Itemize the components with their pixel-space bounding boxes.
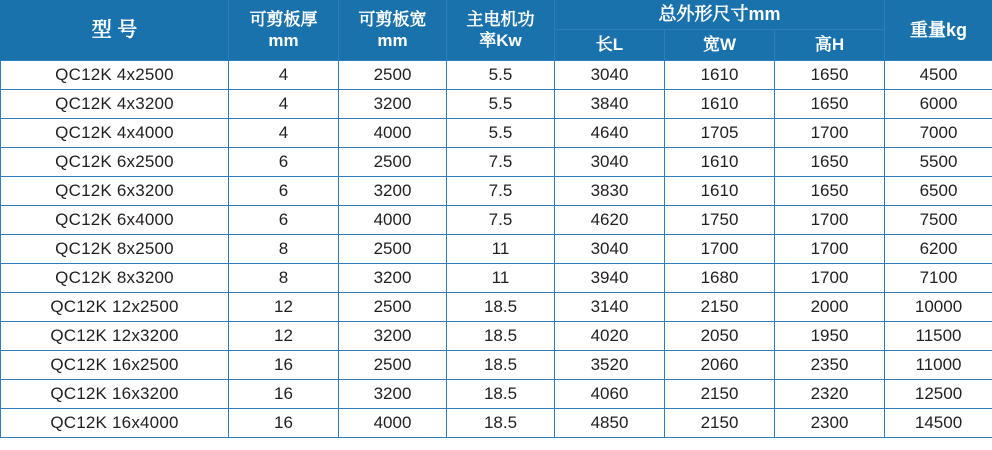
cell-model: QC12K 4x3200 <box>1 90 229 119</box>
cell-sheet-thickness: 16 <box>229 409 339 438</box>
cell-height: 2320 <box>775 380 885 409</box>
table-header <box>1 1 992 61</box>
cell-main-motor-power: 18.5 <box>447 380 555 409</box>
cell-length: 3940 <box>555 264 665 293</box>
cell-height: 2300 <box>775 409 885 438</box>
cell-sheet-thickness: 4 <box>229 61 339 90</box>
header-length: 长L <box>555 30 665 61</box>
cell-height: 2000 <box>775 293 885 322</box>
cell-main-motor-power: 18.5 <box>447 322 555 351</box>
cell-weight: 10000 <box>885 293 992 322</box>
table-row <box>1 206 992 235</box>
cell-width: 1700 <box>665 235 775 264</box>
cell-model: QC12K 4x2500 <box>1 61 229 90</box>
cell-model: QC12K 16x2500 <box>1 351 229 380</box>
cell-sheet-width: 4000 <box>339 206 447 235</box>
cell-main-motor-power: 18.5 <box>447 409 555 438</box>
cell-sheet-width: 3200 <box>339 177 447 206</box>
cell-width: 2150 <box>665 293 775 322</box>
cell-length: 3840 <box>555 90 665 119</box>
cell-width: 1610 <box>665 177 775 206</box>
cell-width: 2150 <box>665 409 775 438</box>
cell-height: 1700 <box>775 264 885 293</box>
cell-sheet-width: 3200 <box>339 90 447 119</box>
cell-main-motor-power: 11 <box>447 264 555 293</box>
cell-model: QC12K 6x3200 <box>1 177 229 206</box>
table-row <box>1 409 992 438</box>
cell-model: QC12K 8x2500 <box>1 235 229 264</box>
cell-main-motor-power: 5.5 <box>447 90 555 119</box>
header-main-motor-power-line1: 主电机功 <box>466 10 535 30</box>
cell-sheet-thickness: 8 <box>229 264 339 293</box>
cell-sheet-width: 2500 <box>339 351 447 380</box>
cell-sheet-width: 2500 <box>339 61 447 90</box>
header-weight: 重量kg <box>885 1 992 61</box>
cell-model: QC12K 16x3200 <box>1 380 229 409</box>
header-sheet-thickness-line2: mm <box>268 30 299 50</box>
cell-model: QC12K 4x4000 <box>1 119 229 148</box>
header-height: 高H <box>775 30 885 61</box>
cell-model: QC12K 12x3200 <box>1 322 229 351</box>
table-row <box>1 119 992 148</box>
cell-height: 1950 <box>775 322 885 351</box>
cell-sheet-width: 3200 <box>339 322 447 351</box>
header-main-motor-power-line2: 率Kw <box>479 30 522 50</box>
cell-height: 1650 <box>775 148 885 177</box>
cell-length: 3830 <box>555 177 665 206</box>
table-row <box>1 264 992 293</box>
cell-length: 3040 <box>555 61 665 90</box>
cell-length: 3520 <box>555 351 665 380</box>
table-row <box>1 322 992 351</box>
header-main-motor-power <box>447 1 555 61</box>
cell-sheet-thickness: 4 <box>229 90 339 119</box>
header-sheet-thickness-line1: 可剪板厚 <box>249 10 318 30</box>
cell-length: 4020 <box>555 322 665 351</box>
table-row <box>1 351 992 380</box>
cell-main-motor-power: 11 <box>447 235 555 264</box>
header-model: 型 号 <box>1 1 229 61</box>
cell-main-motor-power: 5.5 <box>447 61 555 90</box>
cell-model: QC12K 12x2500 <box>1 293 229 322</box>
cell-weight: 11000 <box>885 351 992 380</box>
cell-sheet-thickness: 12 <box>229 322 339 351</box>
cell-weight: 6000 <box>885 90 992 119</box>
cell-weight: 7000 <box>885 119 992 148</box>
cell-sheet-thickness: 8 <box>229 235 339 264</box>
cell-height: 1700 <box>775 235 885 264</box>
table-row <box>1 61 992 90</box>
cell-sheet-width: 2500 <box>339 148 447 177</box>
cell-length: 4620 <box>555 206 665 235</box>
cell-sheet-width: 4000 <box>339 119 447 148</box>
cell-weight: 4500 <box>885 61 992 90</box>
cell-sheet-width: 2500 <box>339 235 447 264</box>
cell-length: 4640 <box>555 119 665 148</box>
cell-sheet-width: 3200 <box>339 264 447 293</box>
cell-height: 1700 <box>775 119 885 148</box>
cell-main-motor-power: 7.5 <box>447 148 555 177</box>
cell-sheet-thickness: 6 <box>229 177 339 206</box>
cell-width: 1610 <box>665 61 775 90</box>
header-row-primary <box>1 1 992 30</box>
cell-height: 1650 <box>775 61 885 90</box>
cell-height: 2350 <box>775 351 885 380</box>
header-sheet-width <box>339 1 447 61</box>
cell-weight: 11500 <box>885 322 992 351</box>
cell-height: 1700 <box>775 206 885 235</box>
cell-weight: 12500 <box>885 380 992 409</box>
cell-width: 1750 <box>665 206 775 235</box>
cell-height: 1650 <box>775 90 885 119</box>
header-sheet-width-line2: mm <box>377 30 408 50</box>
cell-main-motor-power: 18.5 <box>447 351 555 380</box>
cell-length: 4850 <box>555 409 665 438</box>
cell-width: 2150 <box>665 380 775 409</box>
cell-sheet-width: 2500 <box>339 293 447 322</box>
cell-model: QC12K 16x4000 <box>1 409 229 438</box>
cell-main-motor-power: 7.5 <box>447 177 555 206</box>
table-row <box>1 177 992 206</box>
cell-width: 1610 <box>665 148 775 177</box>
table-body <box>1 61 992 438</box>
cell-width: 2050 <box>665 322 775 351</box>
cell-model: QC12K 8x3200 <box>1 264 229 293</box>
cell-sheet-thickness: 6 <box>229 206 339 235</box>
table-row <box>1 90 992 119</box>
cell-width: 1680 <box>665 264 775 293</box>
cell-width: 1705 <box>665 119 775 148</box>
cell-weight: 6500 <box>885 177 992 206</box>
cell-sheet-thickness: 16 <box>229 351 339 380</box>
header-overall-dimensions-group: 总外形尺寸mm <box>555 1 885 30</box>
cell-sheet-thickness: 4 <box>229 119 339 148</box>
cell-width: 2060 <box>665 351 775 380</box>
cell-weight: 7500 <box>885 206 992 235</box>
cell-sheet-thickness: 12 <box>229 293 339 322</box>
cell-sheet-width: 4000 <box>339 409 447 438</box>
table-row <box>1 148 992 177</box>
cell-length: 3040 <box>555 235 665 264</box>
cell-model: QC12K 6x2500 <box>1 148 229 177</box>
cell-weight: 14500 <box>885 409 992 438</box>
cell-weight: 6200 <box>885 235 992 264</box>
cell-weight: 7100 <box>885 264 992 293</box>
cell-main-motor-power: 7.5 <box>447 206 555 235</box>
header-sheet-thickness <box>229 1 339 61</box>
cell-main-motor-power: 18.5 <box>447 293 555 322</box>
cell-height: 1650 <box>775 177 885 206</box>
cell-length: 4060 <box>555 380 665 409</box>
header-width: 宽W <box>665 30 775 61</box>
cell-length: 3140 <box>555 293 665 322</box>
table-row <box>1 380 992 409</box>
table-row <box>1 235 992 264</box>
header-sheet-width-line1: 可剪板宽 <box>358 10 427 30</box>
cell-weight: 5500 <box>885 148 992 177</box>
cell-sheet-thickness: 16 <box>229 380 339 409</box>
cell-sheet-thickness: 6 <box>229 148 339 177</box>
cell-model: QC12K 6x4000 <box>1 206 229 235</box>
cell-length: 3040 <box>555 148 665 177</box>
cell-sheet-width: 3200 <box>339 380 447 409</box>
table-row <box>1 293 992 322</box>
cell-width: 1610 <box>665 90 775 119</box>
cell-main-motor-power: 5.5 <box>447 119 555 148</box>
